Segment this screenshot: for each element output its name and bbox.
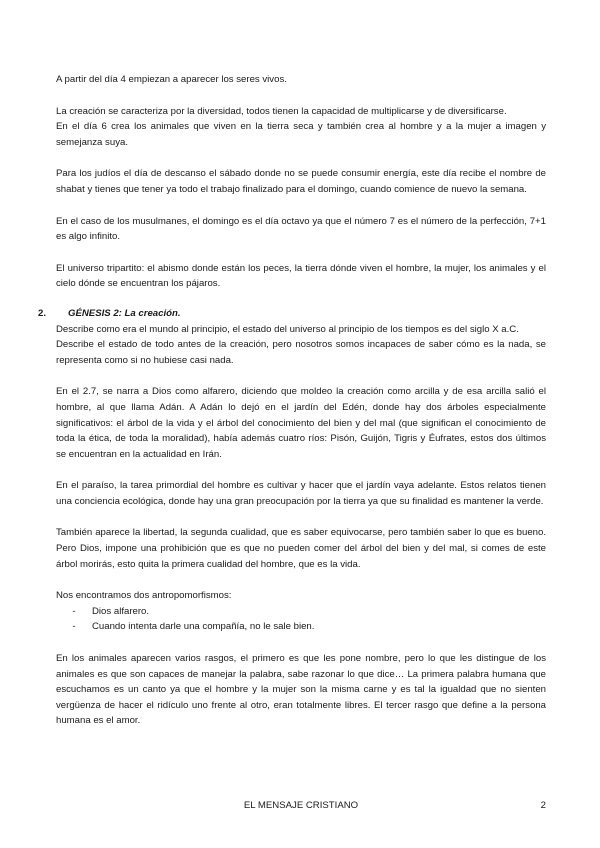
paragraph-freedom: También aparece la libertad, la segunda cualidad, que es saber equivocarse, pero también saber lo que es bueno. Pero Dios, impone una prohibición que es que no pueden comer del árbol del bien y del mal, si comes de este árbol morirás, esto quita la primera cualidad del hombre, que es la vida.: [56, 527, 546, 570]
list-bullet: -: [72, 621, 76, 633]
paragraph-day-6: En el día 6 crea los animales que viven en la tierra seca y también crea al hombre y a la mujer a imagen y semejanza suya.: [56, 121, 546, 148]
section-title: GÉNESIS 2: La creación.: [68, 307, 181, 319]
paragraph-animals: En los animales aparecen varios rasgos, el primero es que les pone nombre, pero lo que les distingue de los animales es que son capaces de manejar la palabra, sabe razonar lo que dice… La primera palabra humana que escuchamos es un canto ya que el hombre y la mujer son la misma carne y es tal la igualdad que no sienten vergüenza de hacer el ridículo uno frente al otro, eran totalmente libres. El tercer rasgo que define a la persona humana es el amor.: [56, 653, 546, 727]
page-footer: [56, 800, 546, 811]
section-heading: [38, 306, 546, 322]
paragraph-state-before-creation: Describe el estado de todo antes de la creación, pero nosotros somos incapaces de saber cómo es la nada, se representa como si no hubiese casi nada.: [56, 339, 546, 366]
paragraph-paradise: En el paraíso, la tarea primordial del hombre es cultivar y hacer que el jardín vaya adelante. Estos relatos tienen una conciencia ecológica, donde hay una gran preocupación por la tierra ya que su finalidad es mantener la verde.: [56, 480, 546, 507]
list-bullet: -: [72, 605, 76, 617]
paragraph-shabat: Para los judíos el día de descanso el sábado donde no se puede consumir energía, este día recibe el nombre de shabat y tienes que tener ya todo el trabajo finalizado para el domingo, cuando comience de nuevo la semana.: [56, 168, 546, 195]
paragraph-diversity: La creación se caracteriza por la diversidad, todos tienen la capacidad de multiplicarse y de diversificarse.: [56, 105, 507, 117]
document-body: [38, 72, 546, 745]
list-item: [56, 604, 546, 620]
list-item-text: Dios alfarero.: [92, 605, 150, 617]
paragraph-potter: En el 2.7, se narra a Dios como alfarero, diciendo que moldeo la creación como arcilla y de esa arcilla salió el hombre, al que llama Adán. A Adán lo dejó en el jardín del Edén, donde hay dos árboles especialmente significativos: el árbol de la vida y el árbol del conocimiento del bien y del mal (que significan el conocimiento de toda la ética, de toda la moralidad), había además cuatro ríos: Pisón, Guijón, Tigris y Éufrates, estos dos últimos se encuentran en la actualidad en Irán.: [56, 386, 546, 460]
paragraph-world-beginning: Describe como era el mundo al principio, el estado del universo al principio de los tiempos es del siglo X a.C.: [56, 323, 519, 335]
anthropomorphisms-list: [56, 604, 546, 635]
page-number: 2: [540, 800, 546, 811]
paragraph-tripartite-universe: El universo tripartito: el abismo donde están los peces, la tierra dónde viven el hombre, la mujer, los animales y el cielo dónde se encuentran los pájaros.: [56, 262, 546, 290]
list-item: [56, 619, 546, 635]
paragraph-muslims: En el caso de los musulmanes, el domingo es el día octavo ya que el número 7 es el número de la perfección, 7+1 es algo infinito.: [56, 215, 546, 243]
list-item-text: Cuando intenta darle una compañía, no le sale bien.: [92, 621, 315, 633]
paragraph-anthropomorphisms: Nos encontramos dos antropomorfismos:: [56, 590, 232, 602]
footer-title: EL MENSAJE CRISTIANO: [243, 800, 359, 811]
section-number: 2.: [38, 307, 47, 319]
paragraph-day-4: A partir del día 4 empiezan a aparecer los seres vivos.: [56, 74, 287, 85]
